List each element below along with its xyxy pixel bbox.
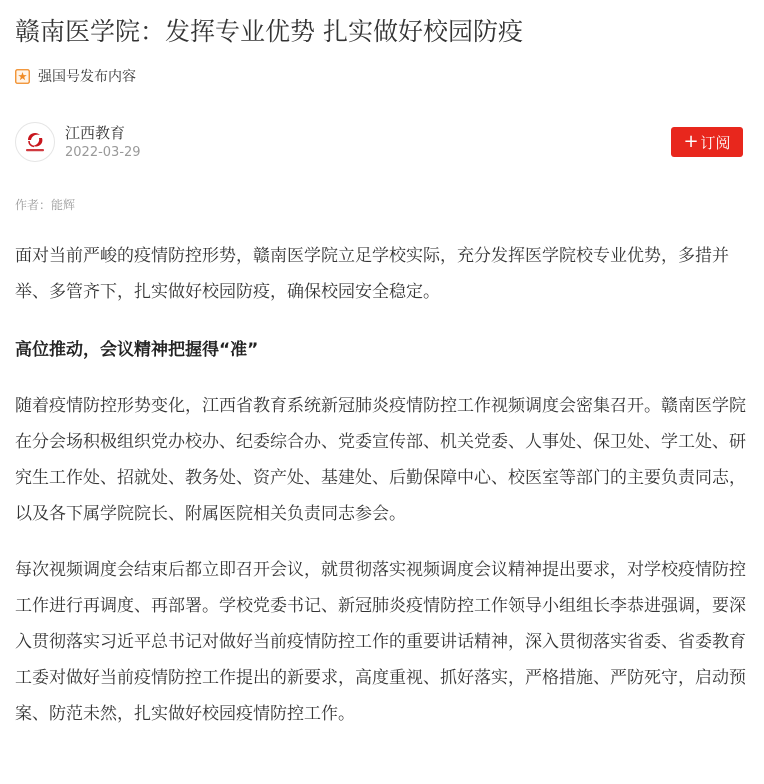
author-avatar[interactable] — [15, 122, 55, 162]
publish-date: 2022-03-29 — [65, 144, 141, 160]
byline — [15, 196, 75, 213]
article-title: 赣南医学院：发挥专业优势 扎实做好校园防疫 — [15, 17, 523, 46]
xuexi-badge-icon — [15, 69, 30, 84]
source-label: 强国号发布内容 — [38, 69, 136, 85]
paragraph-meetings: 随着疫情防控形势变化，江西省教育系统新冠肺炎疫情防控工作视频调度会密集召开。赣南医学院在分会场积极组织党办校办、纪委综合办、党委宣传部、机关党委、人事处、保卫处、学工处、研究生工作处、招就处、教务处、资产处、基建处、后勤保障中心、校医室等部门的主要负责同志，以及各下属学院院长、附属医院相关负责同志参会。 — [15, 396, 746, 524]
paragraph-intro: 面对当前严峻的疫情防控形势，赣南医学院立足学校实际，充分发挥医学院校专业优势，多措并举、多管齐下，扎实做好校园防疫，确保校园安全稳定。 — [15, 246, 729, 302]
plus-icon: + — [683, 131, 699, 152]
article-body — [15, 238, 747, 732]
author-name[interactable]: 江西教育 — [65, 123, 126, 142]
section-heading: 高位推动，会议精神把握得“准” — [15, 340, 259, 360]
jiangxi-education-logo-icon — [16, 123, 54, 161]
byline-name: 能辉 — [51, 198, 76, 212]
author-row — [15, 120, 743, 164]
subscribe-label: 订阅 — [700, 133, 731, 152]
subscribe-button[interactable] — [671, 127, 743, 157]
paragraph-followup: 每次视频调度会结束后都立即召开会议，就贯彻落实视频调度会议精神提出要求，对学校疫情防控工作进行再调度、再部署。学校党委书记、新冠肺炎疫情防控工作领导小组组长李恭进强调，要深入贯彻落实习近平总书记对做好当前疫情防控工作的重要讲话精神，深入贯彻落实省委、省委教育工委对做好当前疫情防控工作提出的新要求，高度重视、抓好落实，严格措施、严防死守，启动预案、防范未然，扎实做好校园疫情防控工作。 — [15, 560, 746, 724]
source-row — [15, 66, 136, 86]
byline-label: 作者： — [15, 198, 52, 212]
